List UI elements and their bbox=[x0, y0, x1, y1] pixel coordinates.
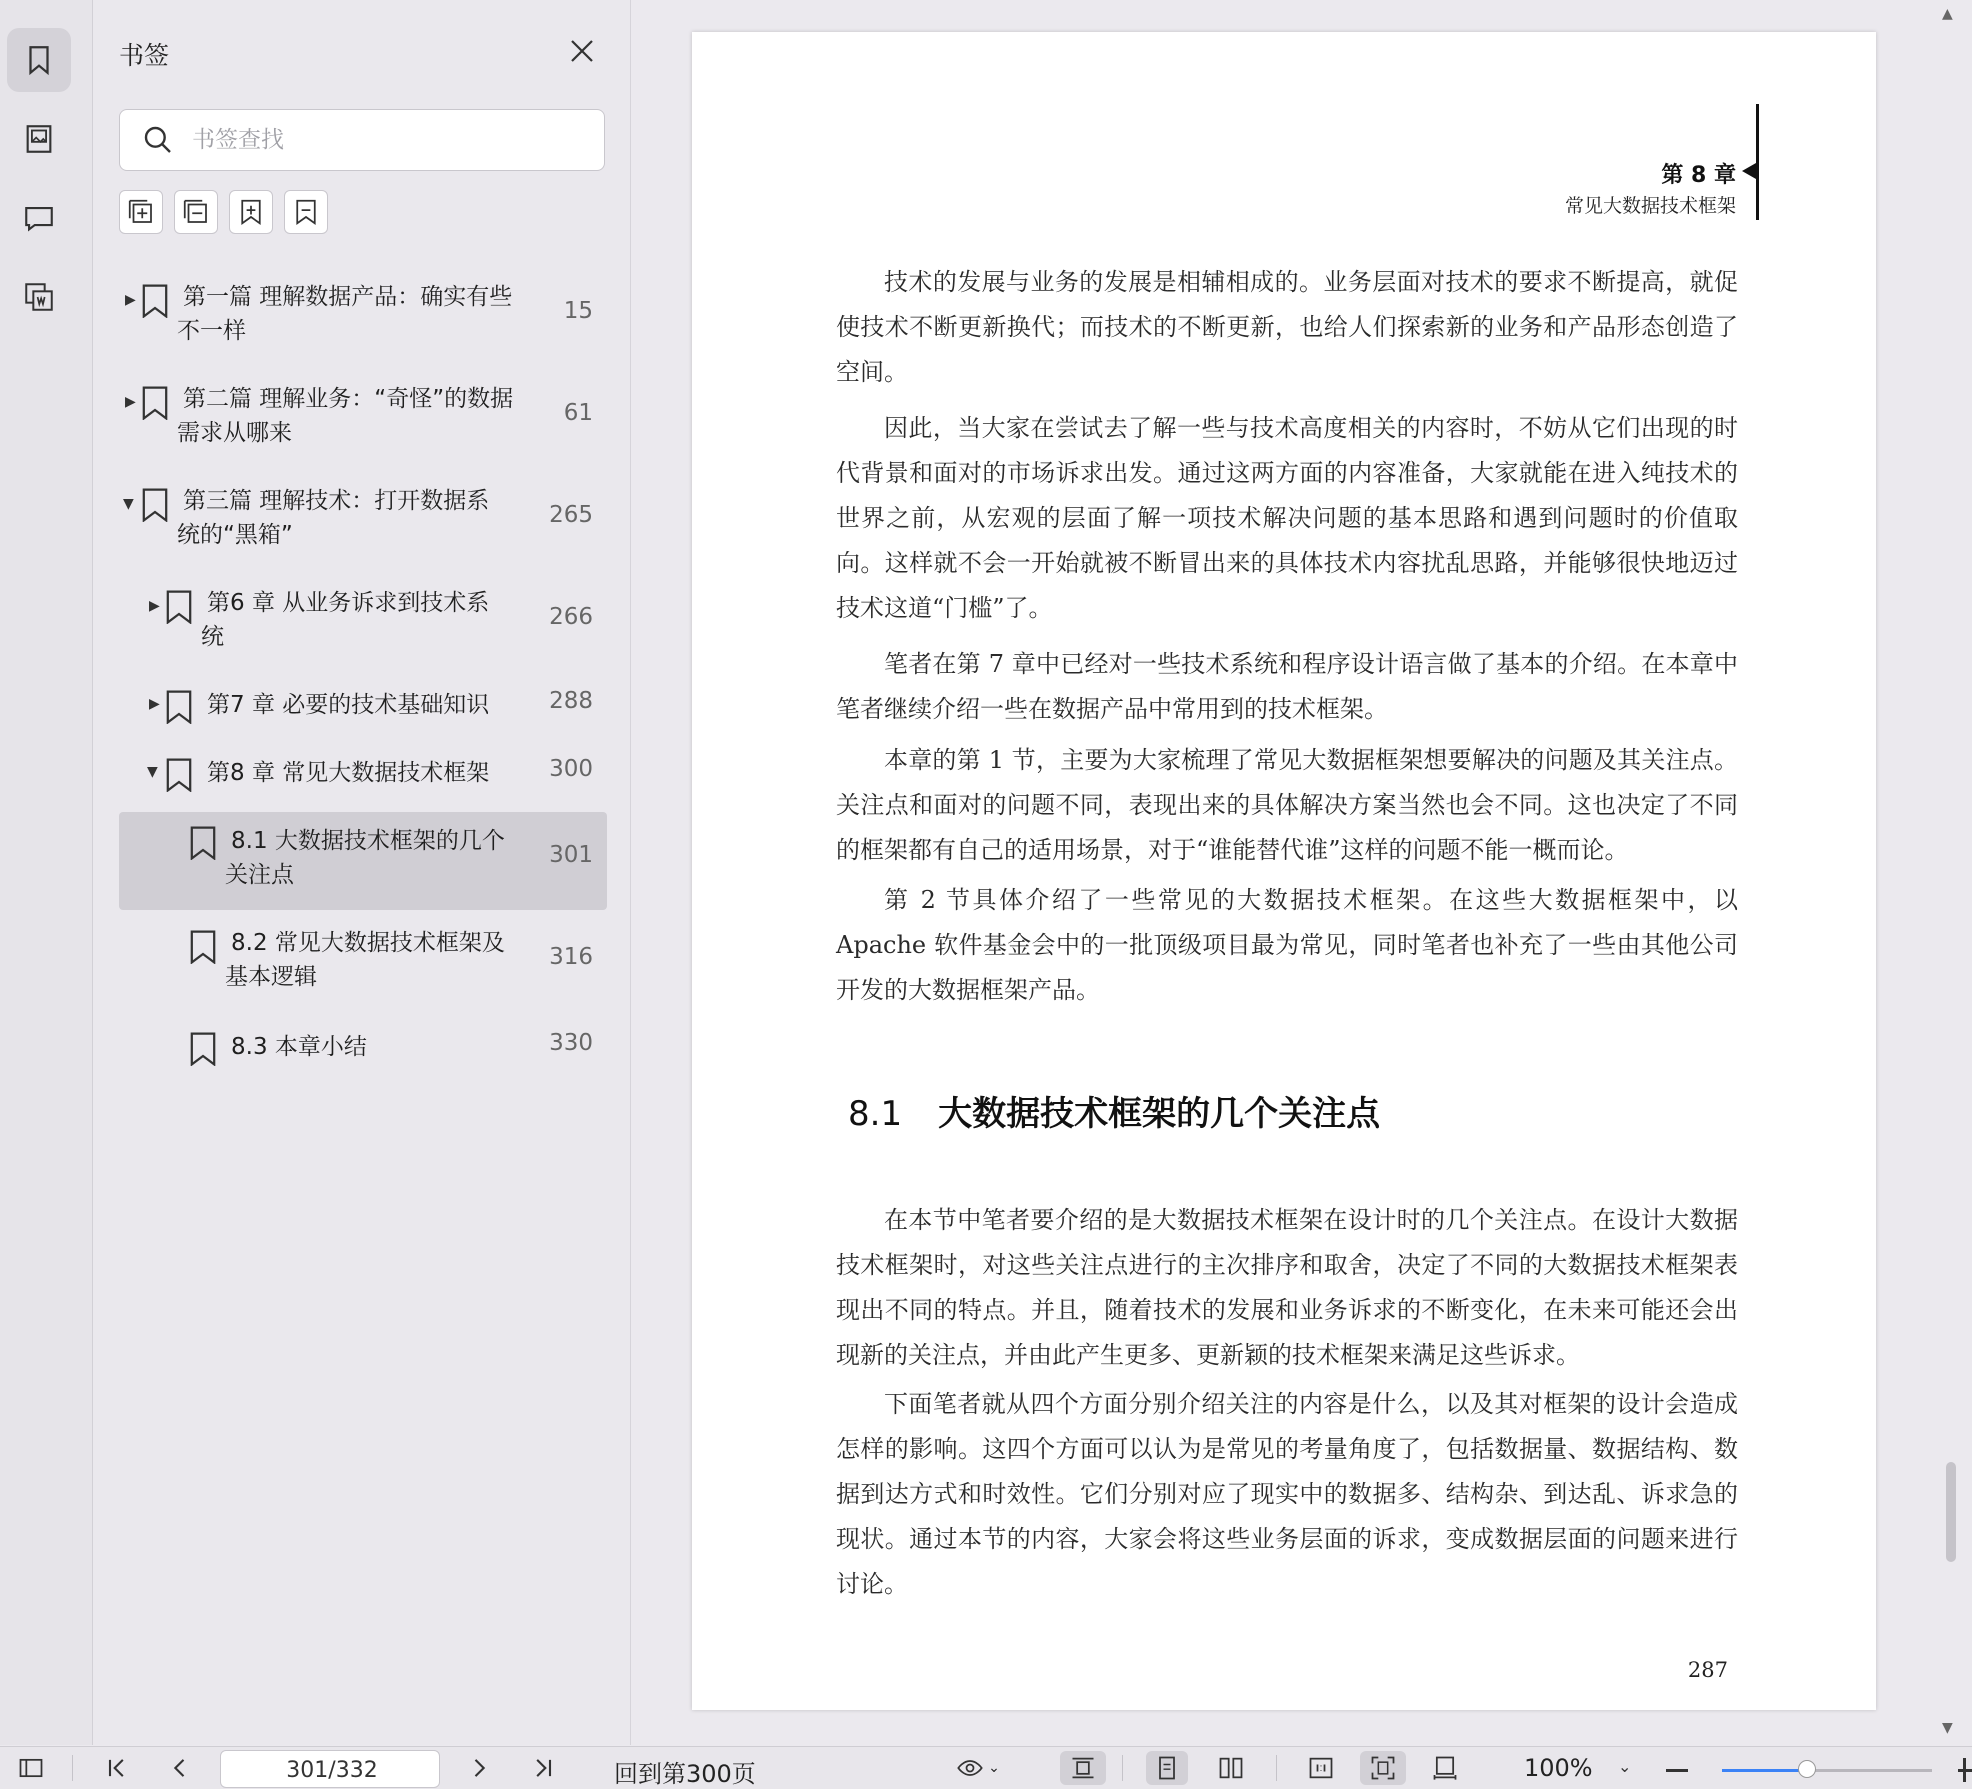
bookmark-icon bbox=[189, 1032, 217, 1066]
bookmark-item-part1[interactable] bbox=[119, 276, 607, 356]
header-marker-icon bbox=[1742, 163, 1756, 179]
body-paragraph: 因此，当大家在尝试去了解一些与技术高度相关的内容时，不妨从它们出现的时代背景和面对的市场诉求出发。通过这两方面的内容准备，大家就能在进入纯技术的世界之前，从宏观的层面了解一项技术解决问题的基本思路和遇到问题时的价值取向。这样就不会一开始就被不断冒出来的具体技术内容扰乱思路，并能够很快地迈过技术这道“门槛”了。 bbox=[836, 414, 1738, 622]
bookmark-label-line2: 统 bbox=[201, 624, 224, 650]
running-header-chapter: 第 8 章 bbox=[1661, 163, 1736, 188]
expand-all-icon bbox=[126, 197, 156, 227]
thumbnails-tab-button[interactable] bbox=[7, 107, 71, 171]
scroll-up-arrow-icon[interactable]: ▲ bbox=[1942, 6, 1953, 22]
word-convert-tab-button[interactable] bbox=[7, 265, 71, 329]
bookmark-panel bbox=[93, 0, 631, 1745]
divider bbox=[1276, 1755, 1277, 1781]
close-icon[interactable] bbox=[567, 36, 597, 66]
collapse-arrow-icon[interactable]: ▼ bbox=[147, 764, 158, 780]
eye-icon bbox=[956, 1754, 984, 1782]
bookmark-label: 第6 章 从业务诉求到技术系 bbox=[207, 590, 490, 616]
first-page-icon bbox=[103, 1754, 131, 1782]
bookmark-page: 300 bbox=[549, 756, 593, 782]
bookmark-item-chapter8[interactable] bbox=[119, 752, 607, 798]
zoom-level[interactable]: 100% bbox=[1524, 1754, 1593, 1782]
continuous-scroll-button[interactable] bbox=[1060, 1751, 1106, 1785]
collapse-all-icon bbox=[181, 197, 211, 227]
zoom-in-icon-vertical[interactable] bbox=[1963, 1758, 1966, 1782]
bookmark-label-line2: 统的“黑箱” bbox=[177, 522, 293, 548]
body-paragraph: 技术的发展与业务的发展是相辅相成的。业务层面对技术的要求不断提高，就促使技术不断更新换代；而技术的不断更新，也给人们探索新的业务和产品形态创造了空间。 bbox=[836, 268, 1738, 386]
fit-width-button[interactable] bbox=[1424, 1751, 1466, 1785]
section-title: 大数据技术框架的几个关注点 bbox=[938, 1094, 1381, 1134]
bottom-toolbar bbox=[0, 1746, 1972, 1789]
bookmark-icon bbox=[165, 758, 193, 792]
body-paragraph: 下面笔者就从四个方面分别介绍关注的内容是什么，以及其对框架的设计会造成怎样的影响。这四个方面可以认为是常见的考量角度了，包括数据量、数据结构、数据到达方式和时效性。它们分别对应了现实中的数据多、结构杂、到达乱、诉求急的现状。通过本节的内容，大家会将这些业务层面的诉求，变成数据层面的问题来进行讨论。 bbox=[836, 1390, 1738, 1598]
zoom-chevron-down-icon[interactable]: ⌄ bbox=[1618, 1757, 1632, 1776]
scroll-down-arrow-icon[interactable]: ▼ bbox=[1942, 1720, 1953, 1736]
bookmark-item-chapter7[interactable] bbox=[119, 684, 607, 730]
image-icon bbox=[22, 122, 56, 156]
bookmark-icon bbox=[189, 826, 217, 860]
chevron-left-icon bbox=[166, 1754, 194, 1782]
bookmark-item-section-8-3[interactable] bbox=[119, 1026, 607, 1072]
bookmark-icon bbox=[141, 488, 169, 522]
bookmark-page: 61 bbox=[563, 400, 593, 426]
bookmark-icon bbox=[165, 690, 193, 724]
view-mode-dropdown[interactable] bbox=[950, 1751, 1006, 1785]
first-page-button[interactable] bbox=[100, 1751, 134, 1785]
body-paragraph: 本章的第 1 节，主要为大家梳理了常见大数据框架想要解决的问题及其关注点。关注点和面对的问题不同，表现出来的具体解决方案当然也会不同。这也决定了不同的框架都有自己的适用场景，对于“谁能替代谁”这样的问题不能一概而论。 bbox=[836, 746, 1738, 864]
bookmark-label-line2: 关注点 bbox=[225, 862, 294, 888]
fit-page-button[interactable] bbox=[1360, 1751, 1406, 1785]
section-heading bbox=[848, 1086, 1380, 1135]
bookmark-icon bbox=[141, 284, 169, 318]
two-page-button[interactable] bbox=[1210, 1751, 1252, 1785]
add-bookmark-icon bbox=[236, 197, 266, 227]
sidebar-icon bbox=[17, 1754, 45, 1782]
vertical-scrollbar-thumb[interactable] bbox=[1946, 1462, 1956, 1562]
bookmarks-tab-button[interactable] bbox=[7, 28, 71, 92]
bookmark-item-part2[interactable] bbox=[119, 378, 607, 458]
expand-arrow-icon[interactable]: ▶ bbox=[149, 598, 160, 614]
last-page-button[interactable] bbox=[526, 1751, 560, 1785]
bookmark-page: 316 bbox=[549, 944, 593, 970]
bookmark-page: 266 bbox=[549, 604, 593, 630]
bookmark-icon bbox=[189, 930, 217, 964]
bookmark-label: 第三篇 理解技术：打开数据系 bbox=[183, 488, 490, 514]
bookmark-page: 15 bbox=[563, 298, 593, 324]
word-document-icon bbox=[22, 280, 56, 314]
bookmark-label: 8.3 本章小结 bbox=[231, 1034, 367, 1060]
zoom-slider-fill bbox=[1722, 1769, 1806, 1772]
bookmark-label: 第一篇 理解数据产品：确实有些 bbox=[183, 284, 513, 310]
expand-arrow-icon[interactable]: ▶ bbox=[125, 394, 136, 410]
body-paragraph: 第 2 节具体介绍了一些常见的大数据技术框架。在这些大数据框架中，以 Apache 软件基金会中的一批顶级项目最为常见，同时笔者也补充了一些由其他公司开发的大数据框架产品。 bbox=[836, 886, 1738, 1004]
search-icon bbox=[142, 124, 174, 156]
chevron-right-icon bbox=[465, 1754, 493, 1782]
chevron-down-icon: ⌄ bbox=[988, 1760, 1000, 1776]
bookmark-search bbox=[119, 109, 605, 171]
page-number-input[interactable] bbox=[221, 1751, 443, 1789]
header-rule bbox=[1756, 104, 1759, 220]
document-page bbox=[692, 32, 1876, 1710]
single-page-icon bbox=[1153, 1754, 1181, 1782]
previous-page-button[interactable] bbox=[163, 1751, 197, 1785]
bookmark-page: 265 bbox=[549, 502, 593, 528]
bookmark-search-input[interactable] bbox=[190, 120, 584, 160]
next-page-button[interactable] bbox=[462, 1751, 496, 1785]
actual-size-button[interactable] bbox=[1300, 1751, 1342, 1785]
panel-title: 书签 bbox=[119, 41, 170, 70]
bookmark-page: 288 bbox=[549, 688, 593, 714]
left-rail bbox=[0, 0, 93, 1745]
two-page-icon bbox=[1217, 1754, 1245, 1782]
bookmark-label-line2: 需求从哪来 bbox=[177, 420, 292, 446]
zoom-slider[interactable] bbox=[1722, 1769, 1932, 1772]
fit-page-icon bbox=[1369, 1754, 1397, 1782]
bookmark-item-part3[interactable] bbox=[119, 480, 607, 560]
bookmark-item-section-8-2[interactable] bbox=[119, 922, 607, 1002]
add-bookmark-button[interactable] bbox=[229, 190, 273, 234]
bookmark-label: 8.2 常见大数据技术框架及 bbox=[231, 930, 505, 956]
expand-arrow-icon[interactable]: ▶ bbox=[149, 696, 160, 712]
collapse-arrow-icon[interactable]: ▼ bbox=[123, 496, 134, 512]
comment-icon bbox=[22, 201, 56, 235]
remove-bookmark-icon bbox=[291, 197, 321, 227]
bookmark-icon bbox=[22, 43, 56, 77]
page-number-field[interactable] bbox=[220, 1750, 440, 1788]
last-page-icon bbox=[529, 1754, 557, 1782]
bookmark-label-line2: 不一样 bbox=[177, 318, 246, 344]
remove-bookmark-button[interactable] bbox=[284, 190, 328, 234]
body-paragraph: 在本节中笔者要介绍的是大数据技术框架在设计时的几个关注点。在设计大数据技术框架时，对这些关注点进行的主次排序和取舍，决定了不同的大数据技术框架表现出不同的特点。并且，随着技术的发展和业务诉求的不断变化，在未来可能还会出现新的关注点，并由此产生更多、更新颖的技术框架来满足这些诉求。 bbox=[836, 1206, 1738, 1369]
single-page-button[interactable] bbox=[1146, 1751, 1188, 1785]
body-paragraph: 笔者在第 7 章中已经对一些技术系统和程序设计语言做了基本的介绍。在本章中笔者继续介绍一些在数据产品中常用到的技术框架。 bbox=[836, 650, 1738, 723]
bookmark-item-chapter6[interactable] bbox=[119, 582, 607, 662]
toggle-sidebar-button[interactable] bbox=[14, 1751, 48, 1785]
page-number: 287 bbox=[1687, 1658, 1728, 1682]
return-to-page-button[interactable]: 回到第300页 bbox=[614, 1760, 756, 1788]
running-header-title: 常见大数据技术框架 bbox=[1564, 195, 1736, 217]
bookmark-label: 8.1 大数据技术框架的几个 bbox=[231, 828, 505, 854]
zoom-slider-handle[interactable] bbox=[1798, 1760, 1816, 1778]
bookmark-item-section-8-1[interactable] bbox=[119, 812, 607, 910]
bookmark-label: 第二篇 理解业务：“奇怪”的数据 bbox=[183, 386, 514, 412]
divider bbox=[72, 1755, 73, 1781]
collapse-all-button[interactable] bbox=[174, 190, 218, 234]
bookmark-icon bbox=[141, 386, 169, 420]
continuous-scroll-icon bbox=[1069, 1754, 1097, 1782]
bookmark-icon bbox=[165, 590, 193, 624]
bookmark-label: 第7 章 必要的技术基础知识 bbox=[207, 692, 490, 718]
actual-size-icon bbox=[1307, 1754, 1335, 1782]
bookmark-label: 第8 章 常见大数据技术框架 bbox=[207, 760, 490, 786]
zoom-out-icon[interactable] bbox=[1666, 1769, 1688, 1772]
bookmark-page: 301 bbox=[549, 842, 593, 868]
expand-all-button[interactable] bbox=[119, 190, 163, 234]
section-number: 8.1 bbox=[848, 1094, 903, 1134]
fit-width-icon bbox=[1431, 1754, 1459, 1782]
comments-tab-button[interactable] bbox=[7, 186, 71, 250]
divider bbox=[1122, 1755, 1123, 1781]
bookmark-label-line2: 基本逻辑 bbox=[225, 964, 317, 990]
bookmark-page: 330 bbox=[549, 1030, 593, 1056]
expand-arrow-icon[interactable]: ▶ bbox=[125, 292, 136, 308]
